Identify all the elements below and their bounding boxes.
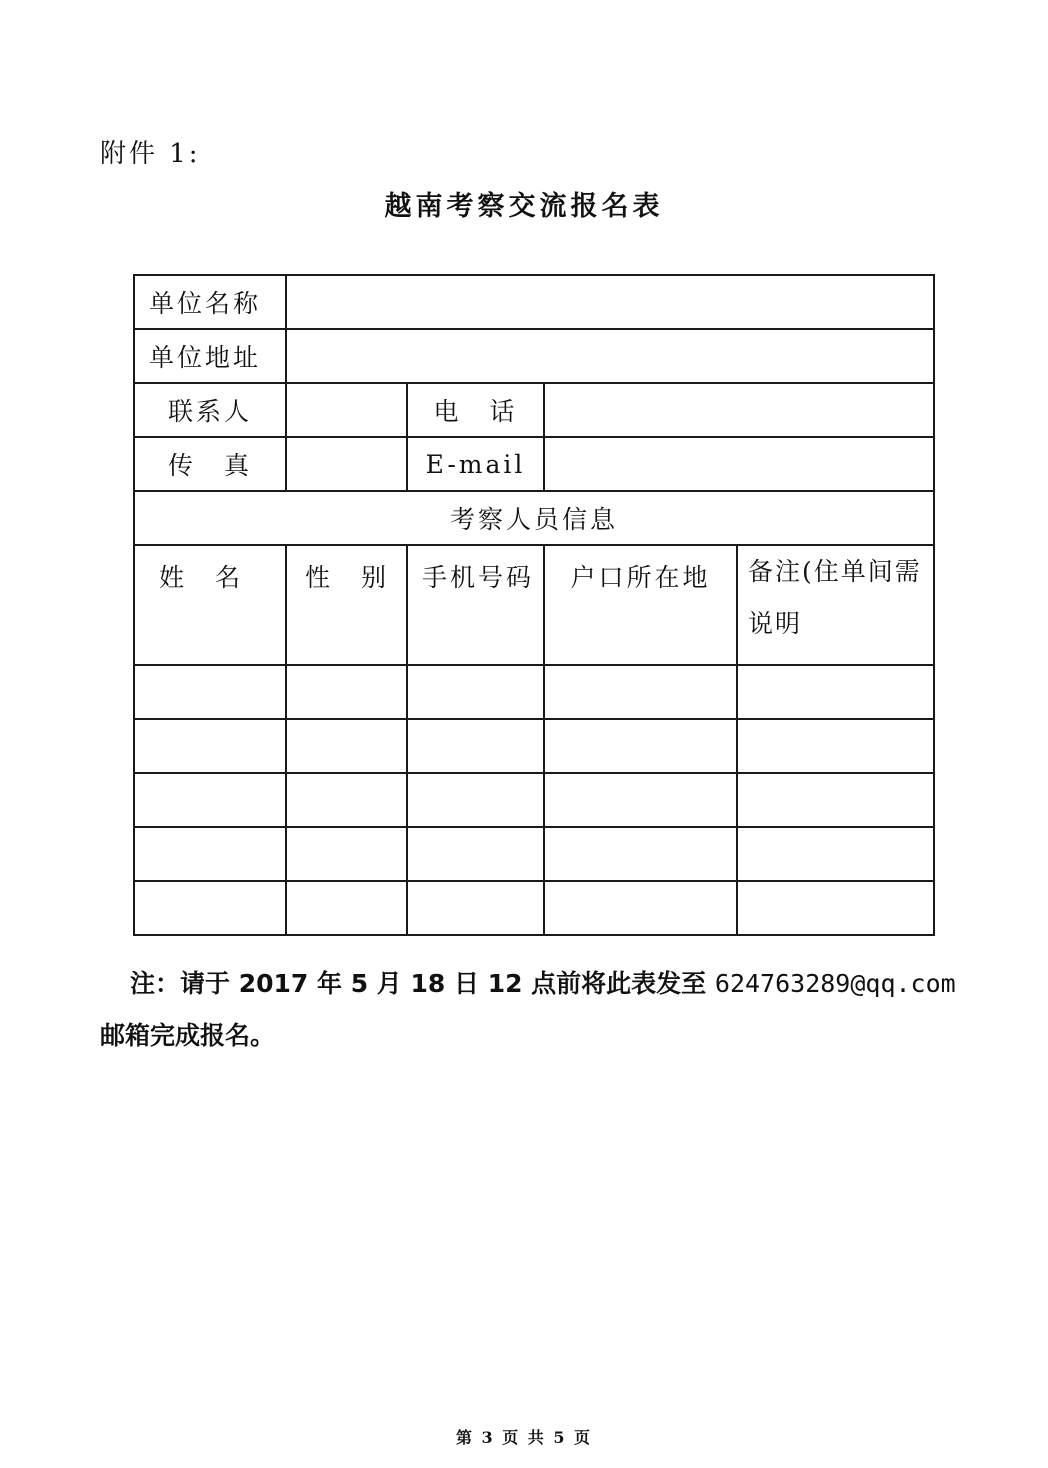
col-header-hukou: 户口所在地 [544, 545, 737, 665]
col-header-phone: 手机号码 [407, 545, 544, 665]
unit-name-label: 单位名称 [134, 275, 286, 329]
col-header-gender: 性 别 [286, 545, 407, 665]
cell-hukou[interactable] [544, 881, 737, 935]
phone-label: 电 话 [407, 383, 544, 437]
section-title-row [134, 491, 934, 545]
cell-remark[interactable] [737, 827, 934, 881]
fax-field[interactable] [286, 437, 407, 491]
attachment-label: 附件 1: [100, 139, 201, 169]
cell-name[interactable] [134, 827, 286, 881]
col-header-remark: 备注(住单间需说明 [737, 545, 934, 665]
email-field[interactable] [544, 437, 934, 491]
cell-gender[interactable] [286, 881, 407, 935]
contact-label: 联系人 [134, 383, 286, 437]
cell-gender[interactable] [286, 827, 407, 881]
unit-address-row [134, 329, 934, 383]
unit-name-field[interactable] [286, 275, 934, 329]
cell-gender[interactable] [286, 773, 407, 827]
cell-phone[interactable] [407, 827, 544, 881]
table-row [134, 827, 934, 881]
cell-phone[interactable] [407, 665, 544, 719]
note-text: 注：请于 2017 年 5 月 18 日 12 点前将此表发至 [130, 969, 715, 998]
cell-hukou[interactable] [544, 773, 737, 827]
cell-phone[interactable] [407, 773, 544, 827]
cell-name[interactable] [134, 773, 286, 827]
table-row [134, 665, 934, 719]
unit-address-field[interactable] [286, 329, 934, 383]
page-footer: 第 3 页 共 5 页 [455, 1428, 593, 1447]
cell-remark[interactable] [737, 665, 934, 719]
submission-note [100, 958, 960, 1062]
note-line-2: 邮箱完成报名。 [100, 1021, 276, 1050]
col-header-name: 姓 名 [134, 545, 286, 665]
note-email: 624763289@qq.com [714, 969, 956, 998]
fax-label: 传 真 [134, 437, 286, 491]
cell-hukou[interactable] [544, 665, 737, 719]
note-line-1 [100, 958, 960, 1010]
registration-form-table [133, 274, 935, 936]
cell-name[interactable] [134, 719, 286, 773]
cell-gender[interactable] [286, 665, 407, 719]
cell-phone[interactable] [407, 881, 544, 935]
table-row [134, 881, 934, 935]
cell-name[interactable] [134, 665, 286, 719]
cell-phone[interactable] [407, 719, 544, 773]
email-label: E-mail [407, 437, 544, 491]
column-header-row [134, 545, 934, 665]
cell-remark[interactable] [737, 773, 934, 827]
unit-address-label: 单位地址 [134, 329, 286, 383]
cell-remark[interactable] [737, 719, 934, 773]
phone-field[interactable] [544, 383, 934, 437]
cell-name[interactable] [134, 881, 286, 935]
contact-row [134, 383, 934, 437]
contact-field[interactable] [286, 383, 407, 437]
cell-hukou[interactable] [544, 827, 737, 881]
cell-remark[interactable] [737, 881, 934, 935]
section-title: 考察人员信息 [134, 491, 934, 545]
cell-hukou[interactable] [544, 719, 737, 773]
unit-name-row [134, 275, 934, 329]
fax-row [134, 437, 934, 491]
table-row [134, 773, 934, 827]
cell-gender[interactable] [286, 719, 407, 773]
form-title: 越南考察交流报名表 [384, 191, 664, 222]
table-row [134, 719, 934, 773]
